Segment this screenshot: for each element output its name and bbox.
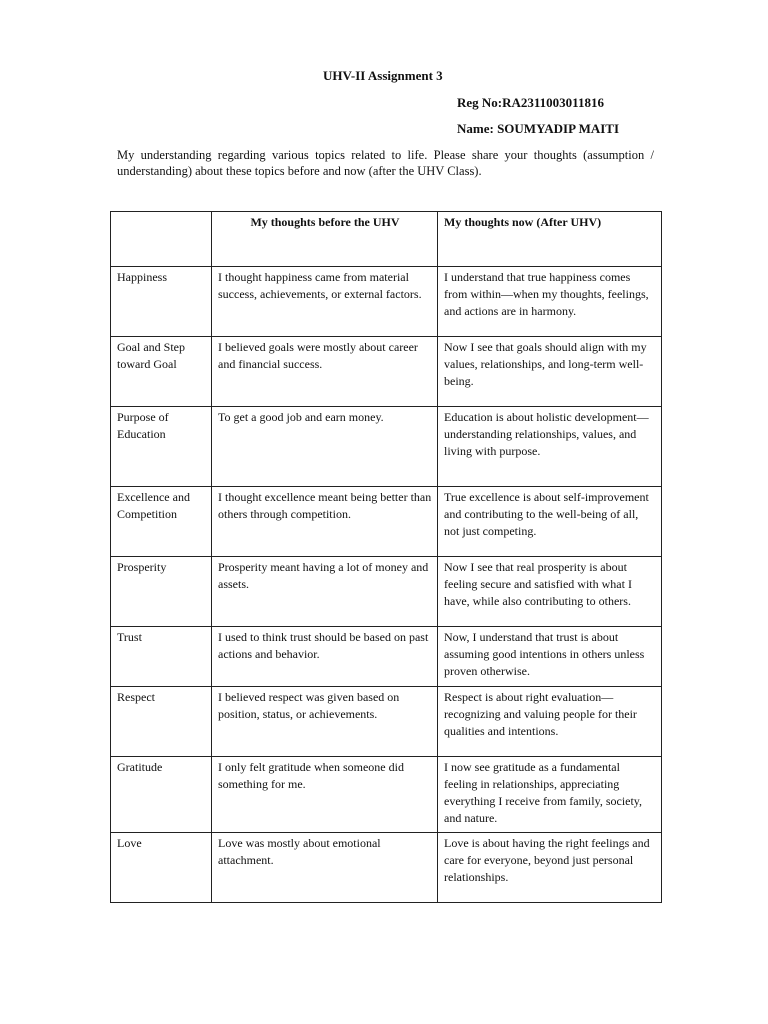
topic-cell: Respect [111,687,212,757]
topic-cell: Trust [111,627,212,687]
table-row [111,267,662,337]
after-cell: Now, I understand that trust is about assuming good intentions in others unless proven otherwise. [438,627,662,687]
table-row [111,833,662,903]
before-cell: I thought excellence meant being better than others through competition. [212,487,438,557]
after-cell: I understand that true happiness comes from within—when my thoughts, feelings, and actions are in harmony. [438,267,662,337]
topic-cell: Goal and Step toward Goal [111,337,212,407]
topic-cell: Gratitude [111,757,212,833]
topic-cell: Prosperity [111,557,212,627]
topic-cell: Happiness [111,267,212,337]
thoughts-table [110,211,662,903]
after-cell: I now see gratitude as a fundamental feeling in relationships, appreciating everything I receive from family, society, and nature. [438,757,662,833]
header-topic [111,212,212,267]
after-cell: Now I see that real prosperity is about feeling secure and satisfied with what I have, while also contributing to others. [438,557,662,627]
before-cell: I thought happiness came from material success, achievements, or external factors. [212,267,438,337]
before-cell: Love was mostly about emotional attachment. [212,833,438,903]
topic-cell: Purpose of Education [111,407,212,487]
after-cell: Love is about having the right feelings and care for everyone, beyond just personal relationships. [438,833,662,903]
after-cell: True excellence is about self-improvement and contributing to the well-being of all, not just competing. [438,487,662,557]
document-title: UHV-II Assignment 3 [323,68,443,83]
table-row [111,337,662,407]
registration-number: Reg No:RA2311003011816 [457,95,604,110]
before-cell: I used to think trust should be based on past actions and behavior. [212,627,438,687]
table-row [111,487,662,557]
before-cell: I only felt gratitude when someone did something for me. [212,757,438,833]
after-cell: Now I see that goals should align with my values, relationships, and long-term well-being. [438,337,662,407]
table-row [111,557,662,627]
topic-cell: Excellence and Competition [111,487,212,557]
intro-paragraph: My understanding regarding various topics related to life. Please share your thoughts (assumption / understanding) about these topics before and now (after the UHV Class). [117,148,654,178]
before-cell: Prosperity meant having a lot of money and assets. [212,557,438,627]
header-before: My thoughts before the UHV [212,212,438,267]
before-cell: I believed goals were mostly about career and financial success. [212,337,438,407]
table-row [111,687,662,757]
table-row [111,757,662,833]
table-header-row [111,212,662,267]
student-name: Name: SOUMYADIP MAITI [457,121,620,136]
table-row [111,407,662,487]
before-cell: I believed respect was given based on position, status, or achievements. [212,687,438,757]
after-cell: Education is about holistic development—understanding relationships, values, and living with purpose. [438,407,662,487]
before-cell: To get a good job and earn money. [212,407,438,487]
after-cell: Respect is about right evaluation—recognizing and valuing people for their qualities and intentions. [438,687,662,757]
header-after: My thoughts now (After UHV) [438,212,662,267]
topic-cell: Love [111,833,212,903]
table-row [111,627,662,687]
